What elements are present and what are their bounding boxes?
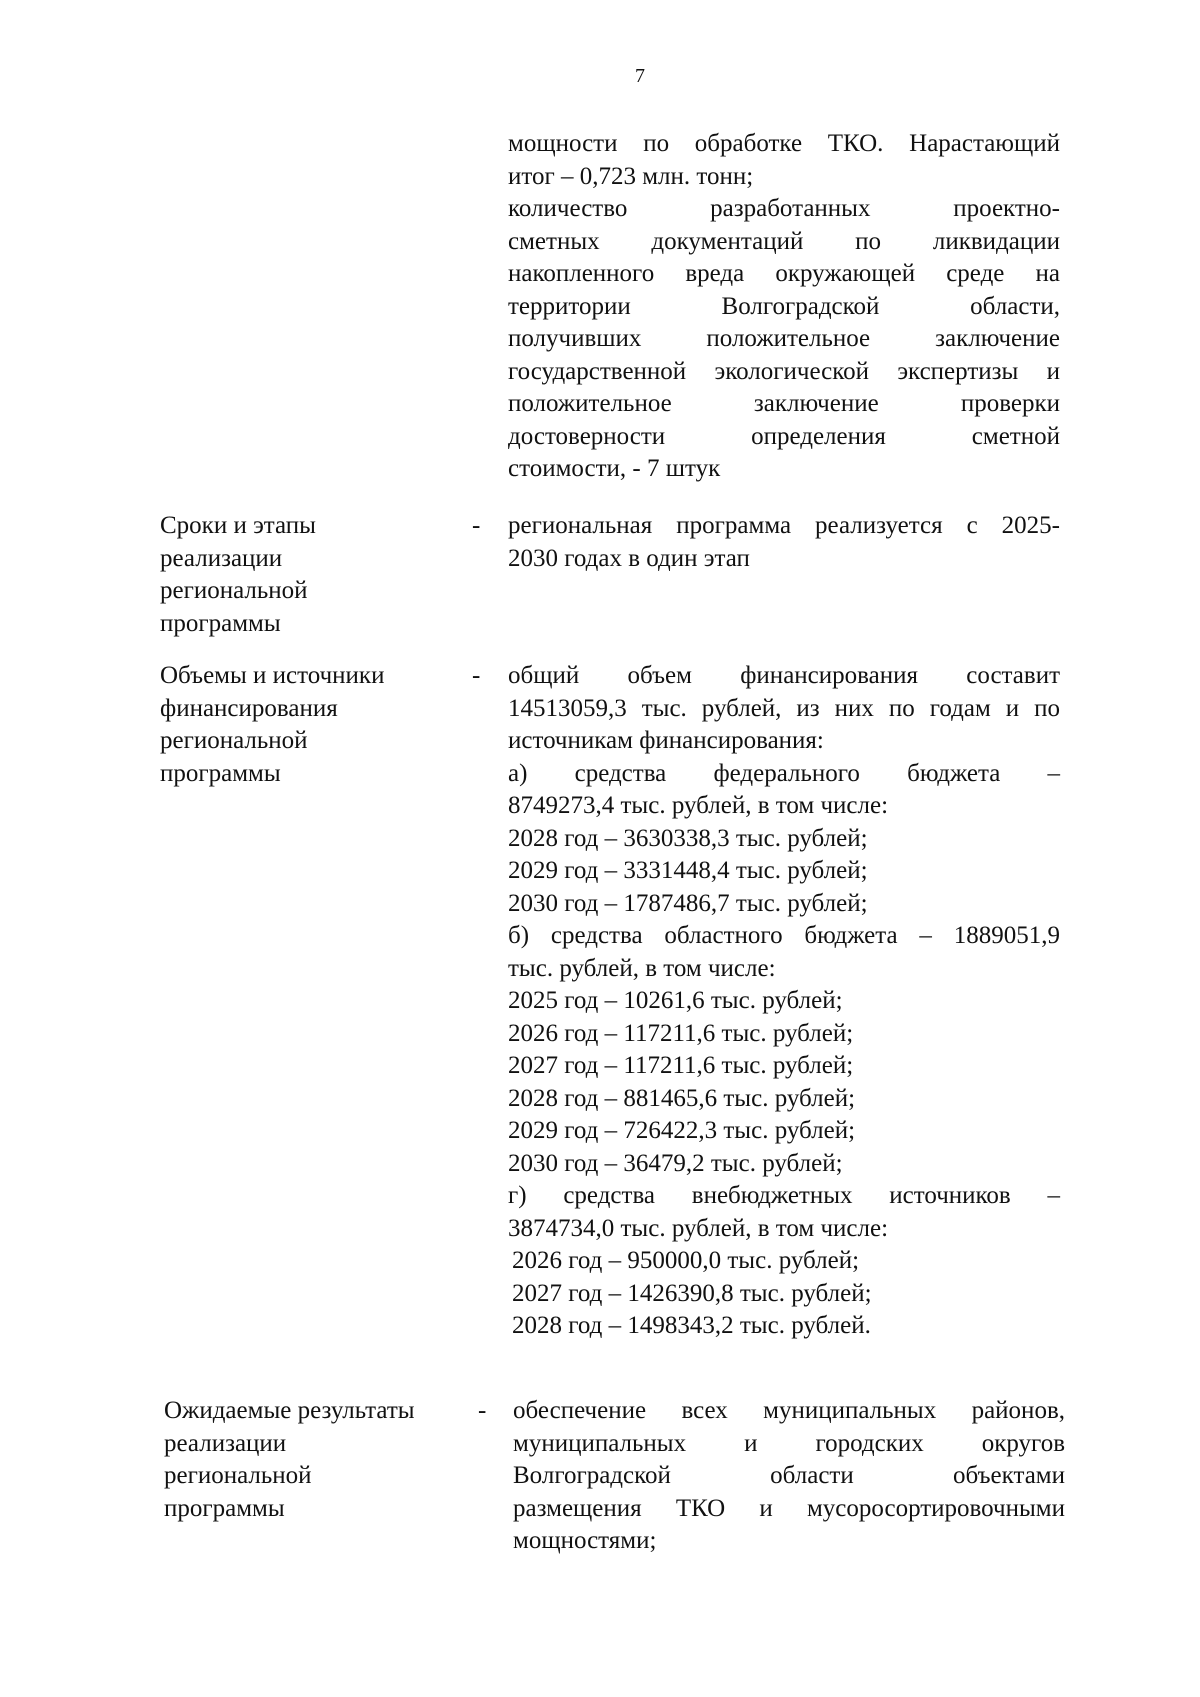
- text-line: тыс. рублей, в том числе:: [508, 954, 776, 982]
- text-line: стоимости, - 7 штук: [508, 455, 721, 482]
- text-line: 3874734,0 тыс. рублей, в том числе:: [508, 1214, 889, 1242]
- text-line: 2029 год – 3331448,4 тыс. рублей;: [508, 857, 868, 884]
- section-label: [160, 510, 460, 640]
- text-line: сметных документаций по ликвидации: [508, 227, 1060, 255]
- label-line: региональной: [160, 577, 308, 604]
- text-line: количество разработанных проектно-: [508, 195, 1060, 222]
- text-line: мощностями;: [513, 1527, 657, 1554]
- text-line: обеспечение всех муниципальных районов,: [513, 1397, 1065, 1424]
- label-line: программы: [160, 609, 281, 637]
- text-line: накопленного вреда окружающей среде на: [508, 260, 1060, 287]
- separator-dash: -: [472, 662, 481, 689]
- separator-dash: -: [478, 1397, 487, 1424]
- section-text: [508, 510, 1060, 575]
- text-line: 2030 год – 36479,2 тыс. рублей;: [508, 1149, 843, 1177]
- text-line: общий объем финансирования составит: [508, 662, 1060, 689]
- text-line: г) средства внебюджетных источников –: [508, 1182, 1060, 1209]
- label-line: финансирования: [160, 694, 338, 722]
- text-line: 2025 год – 10261,6 тыс. рублей;: [508, 987, 843, 1014]
- text-line: 2027 год – 1426390,8 тыс. рублей;: [512, 1279, 872, 1307]
- text-line: 2026 год – 117211,6 тыс. рублей;: [508, 1019, 854, 1047]
- text-line: 2026 год – 950000,0 тыс. рублей;: [512, 1247, 860, 1274]
- label-line: программы: [160, 759, 281, 787]
- text-line: достоверности определения сметной: [508, 422, 1060, 450]
- text-line: итог – 0,723 млн. тонн;: [508, 162, 754, 190]
- text-line: 2028 год – 881465,6 тыс. рублей;: [508, 1084, 856, 1112]
- section-text: [513, 1395, 1065, 1558]
- text-line: положительное заключение проверки: [508, 390, 1060, 417]
- label-line: Сроки и этапы: [160, 512, 316, 539]
- separator-dash: -: [472, 512, 481, 539]
- text-line: 8749273,4 тыс. рублей, в том числе:: [508, 792, 889, 819]
- label-line: региональной: [164, 1462, 312, 1489]
- text-line: 2028 год – 3630338,3 тыс. рублей;: [508, 824, 868, 852]
- section-label: [160, 660, 460, 790]
- text-line: размещения ТКО и мусоросортировочными: [513, 1494, 1065, 1522]
- section-label: [164, 1395, 464, 1525]
- text-line: муниципальных и городских округов: [513, 1429, 1065, 1457]
- text-line: получивших положительное заключение: [508, 325, 1060, 352]
- text-line: территории Волгоградской области,: [508, 292, 1060, 320]
- text-line: 2027 год – 117211,6 тыс. рублей;: [508, 1052, 854, 1079]
- text-line: 2030 год – 1787486,7 тыс. рублей;: [508, 889, 868, 917]
- text-line: государственной экологической экспертизы и: [508, 357, 1060, 385]
- label-line: программы: [164, 1494, 285, 1522]
- text-line: 2030 годах в один этап: [508, 544, 750, 572]
- label-line: Объемы и источники: [160, 662, 385, 689]
- text-line: б) средства областного бюджета – 1889051,9: [508, 922, 1060, 949]
- label-line: Ожидаемые результаты: [164, 1397, 415, 1424]
- text-line: 2029 год – 726422,3 тыс. рублей;: [508, 1117, 856, 1144]
- page-number: 7: [635, 65, 645, 87]
- label-line: реализации: [164, 1429, 287, 1457]
- text-line: а) средства федерального бюджета –: [508, 759, 1060, 787]
- text-line: 2028 год – 1498343,2 тыс. рублей.: [512, 1312, 871, 1339]
- text-line: мощности по обработке ТКО. Нарастающий: [508, 130, 1060, 157]
- section-text: [508, 660, 1060, 1343]
- label-line: региональной: [160, 727, 308, 754]
- text-line: источникам финансирования:: [508, 727, 824, 754]
- text-line: Волгоградской области объектами: [513, 1462, 1065, 1489]
- text-line: региональная программа реализуется с 2025-: [508, 512, 1060, 539]
- label-line: реализации: [160, 544, 283, 572]
- indicator-continuation: [508, 128, 1060, 486]
- text-line: 14513059,3 тыс. рублей, из них по годам и по: [508, 694, 1060, 722]
